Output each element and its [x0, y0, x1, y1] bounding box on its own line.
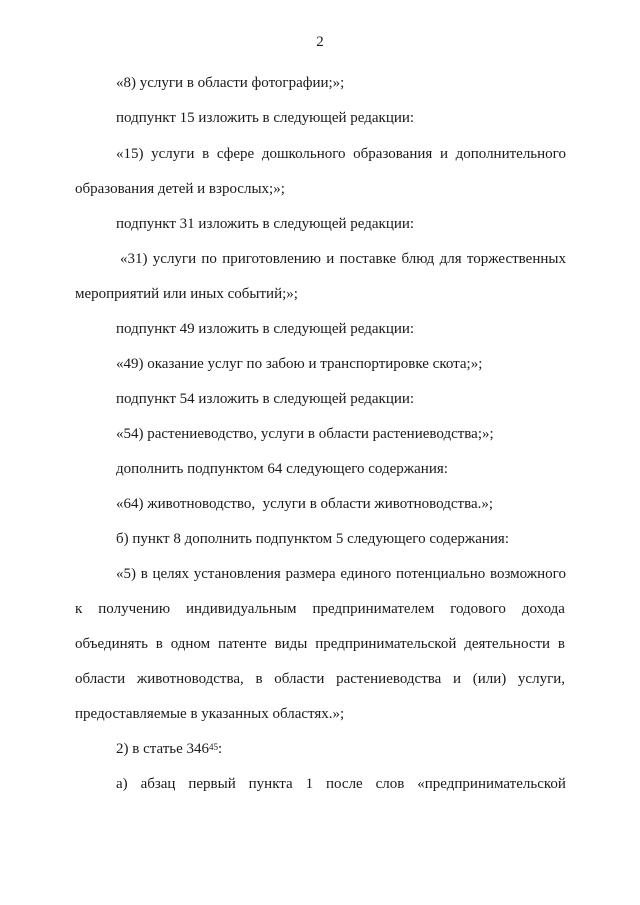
word: а) — [116, 776, 128, 792]
word: торжественных — [466, 251, 566, 267]
word: размера — [285, 566, 336, 582]
word: в — [140, 566, 148, 582]
word: поставке — [339, 251, 397, 267]
word: целях — [152, 566, 190, 582]
text-line: «54) растениеводство, услуги в области растениеводства;»; — [116, 426, 494, 442]
word: первый — [188, 776, 236, 792]
text-line: «49) оказание услуг по забою и транспортировке скота;»; — [116, 356, 483, 372]
word: и — [326, 251, 335, 267]
word: возможного — [489, 566, 566, 582]
word: пункта — [248, 776, 293, 792]
word: дохода — [521, 601, 565, 617]
word: предпринимателем — [312, 601, 435, 617]
word: к — [75, 601, 83, 617]
justified-line — [120, 250, 566, 268]
word: потенциально — [396, 566, 486, 582]
word: блюд — [401, 251, 435, 267]
justified-line — [75, 635, 565, 653]
word: области — [274, 671, 325, 687]
word: услуги, — [517, 671, 565, 687]
word: дополнительного — [455, 146, 566, 162]
text-line: подпункт 31 изложить в следующей редакции: — [116, 216, 415, 232]
text-line: «64) животноводство, услуги в области животноводства.»; — [116, 496, 494, 512]
word: деятельности — [464, 636, 551, 652]
article-text: 2) в статье 346 — [116, 741, 210, 757]
word: абзац — [140, 776, 176, 792]
text-line: подпункт 15 изложить в следующей редакции: — [116, 110, 415, 126]
word: услуги — [152, 251, 197, 267]
page-number: 2 — [316, 34, 324, 50]
text-line: предоставляемые в указанных областях.»; — [75, 706, 345, 722]
word: патенте — [217, 636, 267, 652]
word: растениеводства — [336, 671, 442, 687]
word: предпринимательской — [315, 636, 457, 652]
word: единого — [340, 566, 392, 582]
word: слов — [375, 776, 405, 792]
word: услуги — [151, 146, 195, 162]
justified-line — [116, 565, 566, 583]
word: области — [75, 671, 126, 687]
word: в — [557, 636, 565, 652]
text-line-article — [116, 740, 222, 758]
word: и — [452, 671, 462, 687]
word: дошкольного — [261, 146, 346, 162]
text-line: б) пункт 8 дополнить подпунктом 5 следующего содержания: — [116, 531, 509, 547]
word: в — [202, 146, 210, 162]
text-line: подпункт 54 изложить в следующей редакции: — [116, 391, 415, 407]
justified-line — [116, 145, 566, 163]
word: «31) — [120, 251, 148, 267]
text-line: дополнить подпунктом 64 следующего содержания: — [116, 461, 448, 477]
word: сфере — [216, 146, 255, 162]
word: образования — [353, 146, 433, 162]
word: в — [155, 636, 163, 652]
word: одном — [170, 636, 211, 652]
text-line: «8) услуги в области фотографии;»; — [116, 75, 345, 91]
text-line: подпункт 49 изложить в следующей редакции: — [116, 321, 415, 337]
word: виды — [274, 636, 308, 652]
article-superscript: 45 — [209, 742, 219, 752]
justified-line — [75, 600, 565, 618]
text-line: мероприятий или иных событий;»; — [75, 286, 298, 302]
word: приготовлению — [222, 251, 321, 267]
word: и — [439, 146, 448, 162]
justified-line — [75, 670, 565, 688]
word: в — [255, 671, 263, 687]
word: «15) — [116, 146, 144, 162]
word: «5) — [116, 566, 136, 582]
text-line: образования детей и взрослых;»; — [75, 181, 285, 197]
word: после — [326, 776, 363, 792]
article-colon: : — [218, 741, 223, 757]
word: годового — [450, 601, 506, 617]
word: 1 — [305, 776, 314, 792]
word: (или) — [472, 671, 507, 687]
word: объединять — [75, 636, 148, 652]
word: животноводства, — [136, 671, 244, 687]
word: «предпринимательской — [417, 776, 566, 792]
word: для — [439, 251, 462, 267]
word: установления — [193, 566, 281, 582]
justified-line — [116, 775, 566, 793]
word: индивидуальным — [186, 601, 297, 617]
word: по — [201, 251, 217, 267]
word: получению — [98, 601, 171, 617]
